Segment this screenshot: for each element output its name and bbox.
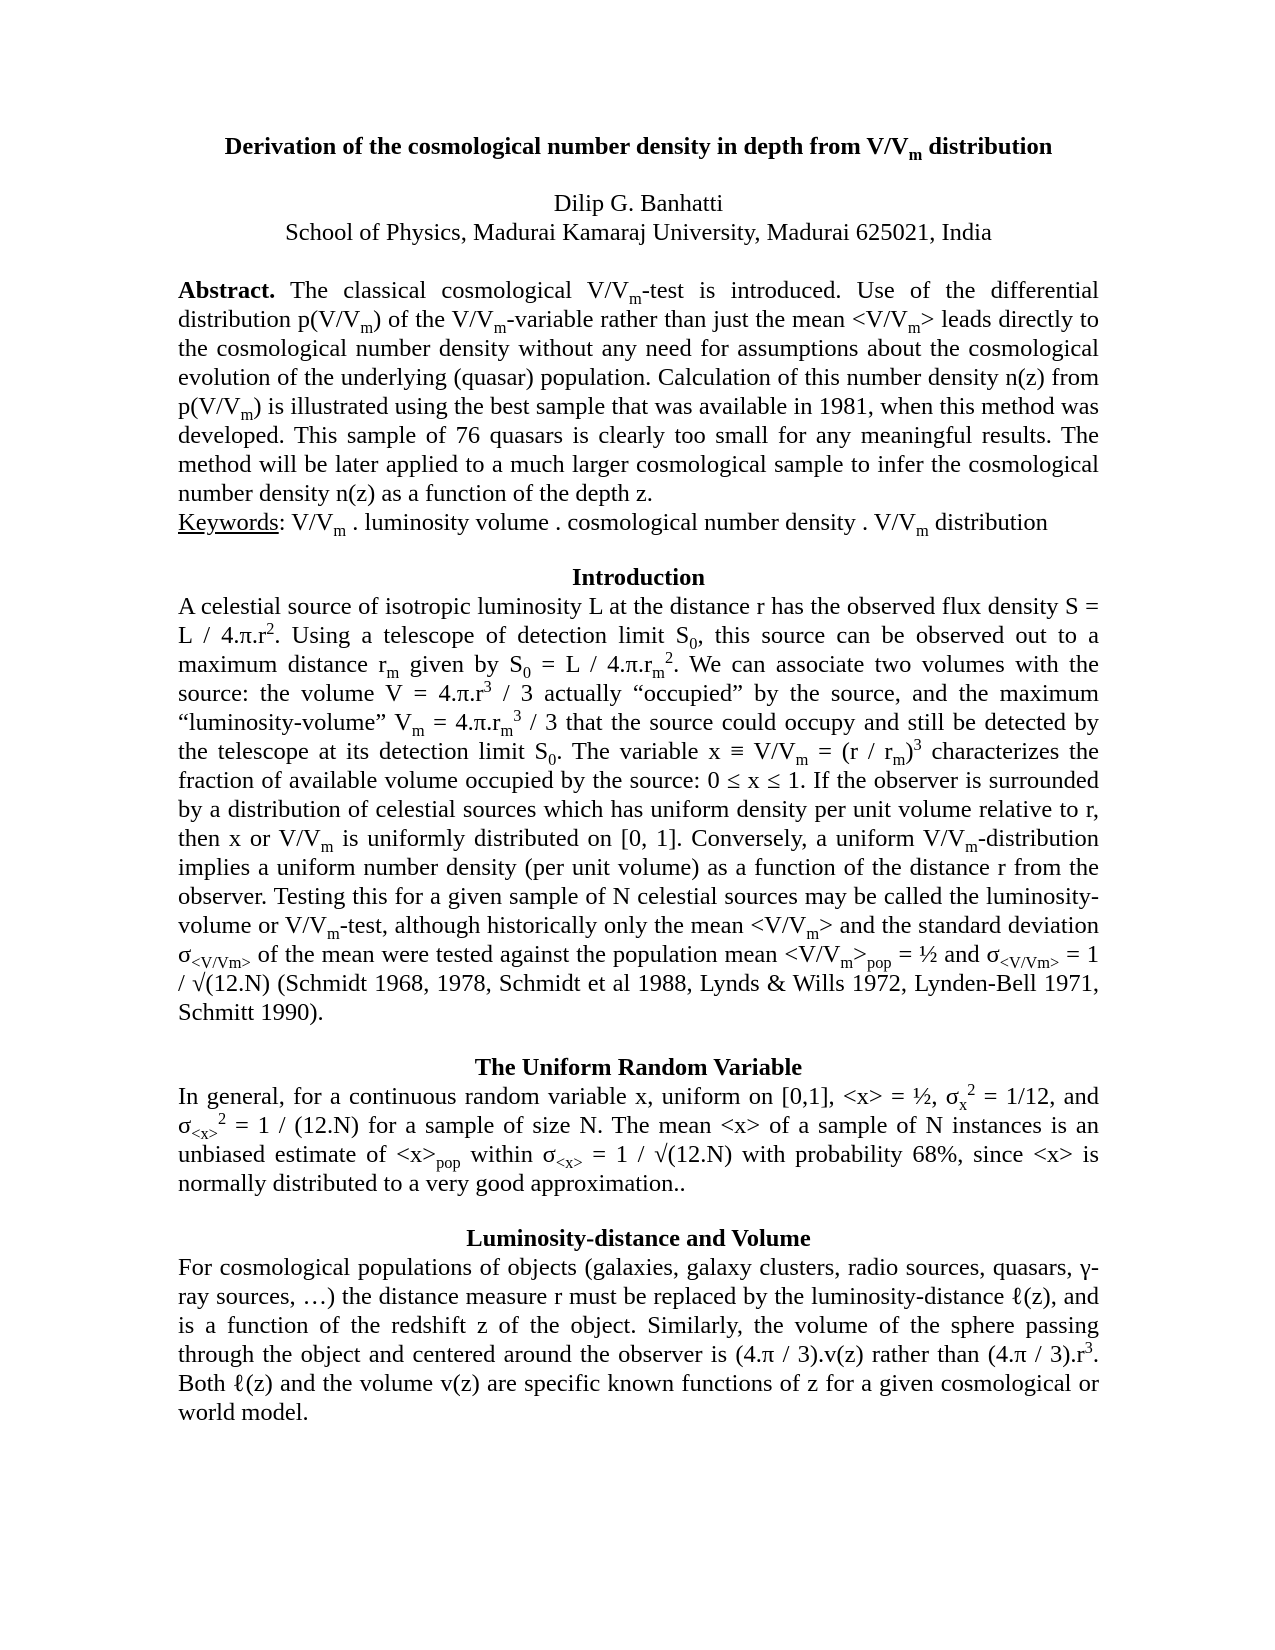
page-title: Derivation of the cosmological number density in depth from $V/V_m$ distribution [224,133,1053,164]
author-line: Dilip G. Banhatti [553,190,724,217]
keywords-line: Keywords: $V/V_m$ . luminosity volume . cosmological number density . $V/V_m$ distribution [178,509,1048,540]
section-paragraph-uniform-random-variable: In general, for a continuous random variable x, uniform on [0,1], <x> = ½, $\sigma_x^2 = 1/12$, and $\sigma_{<x>}^2 = 1 / (12.N)$ for a sample of size N. The mean <x> of a sample of N instances is an unbiased estimate of $<x>_{pop}$ within $\sigma_{<x>} = 1 / √(12.N)$ with probability 68%, since <x> is normally distributed to a very good approximation.. [178,1079,1100,1197]
section-paragraph-luminosity-distance-and-volume: For cosmological populations of objects (galaxies, galaxy clusters, radio sources, quasars, γ-ray sources, …) the distance measure r must be replaced by the luminosity-distance ℓ(z), and is a function of the redshift z of the object. Similarly, the volume of the sphere passing through the object and centered around the observer is (4.π / 3).v(z) rather than $(4.\pi / 3).r^3$. Both ℓ(z) and the volume v(z) are specific known functions of z for a given cosmological or world model. [178,1254,1099,1426]
abstract-paragraph: Abstract. The classical cosmological $V/V_m$-test is introduced. Use of the differential distribution $p(V/V_m)$ of the $V/V_m$-variable rather than just the mean $<V/V_m>$ leads directly to the cosmological number density without any need for assumptions about the cosmological evolution of the underlying (quasar) population. Calculation of this number density n(z) from $p(V/V_m)$ is illustrated using the best sample that was available in 1981, when this method was developed. This sample of 76 quasars is clearly too small for any meaningful results. The method will be later applied to a much larger cosmological sample to infer the cosmological number density n(z) as a function of the depth z. [178,277,1099,507]
affiliation-line: School of Physics, Madurai Kamaraj University, Madurai 625021, India [285,219,992,246]
section-paragraph-introduction: A celestial source of isotropic luminosity L at the distance r has the observed flux density $S = L / 4.\pi.r^2$. Using a telescope of detection limit $S_0$, this source can be observed out to a maximum distance $r_m$ given by $S_0 = L / 4.\pi.r_m^2$. We can associate two volumes with the source: the volume $V = 4.\pi.r^3 / 3$ actually “occupied” by the source, and the maximum “luminosity-volume” $V_m = 4.\pi.r_m^3 / 3$ that the source could occupy and still be detected by the telescope at its detection limit $S_0$. The variable $x \equiv V/V_m = (r / r_m)^3$ characterizes the fraction of available volume occupied by the source: 0 ≤ x ≤ 1. If the observer is surrounded by a distribution of celestial sources which has uniform density per unit volume relative to r, then x or $V/V_m$ is uniformly distributed on [0, 1]. Conversely, a uniform $V/V_m$-distribution implies a uniform number density (per unit volume) as a function of the distance r from the observer. Testing this for a given sample of N celestial sources may be called the luminosity-volume or $V/V_m$-test, although historically only the mean $<V/V_m>$ and the standard deviation $\sigma_{<V/Vm>}$ of the mean were tested against the population mean $<V/V_m>_{pop}$ = ½ and $\sigma_{<V/Vm>} = 1 / √(12.N)$ (Schmidt 1968, 1978, Schmidt et al 1988, Lynds & Wills 1972, Lynden-Bell 1971, Schmitt 1990). [178,593,1100,1026]
section-heading-introduction: Introduction [572,564,705,591]
section-heading-uniform-random-variable: The Uniform Random Variable [474,1054,803,1081]
section-heading-luminosity-distance-and-volume: Luminosity-distance and Volume [466,1225,811,1252]
